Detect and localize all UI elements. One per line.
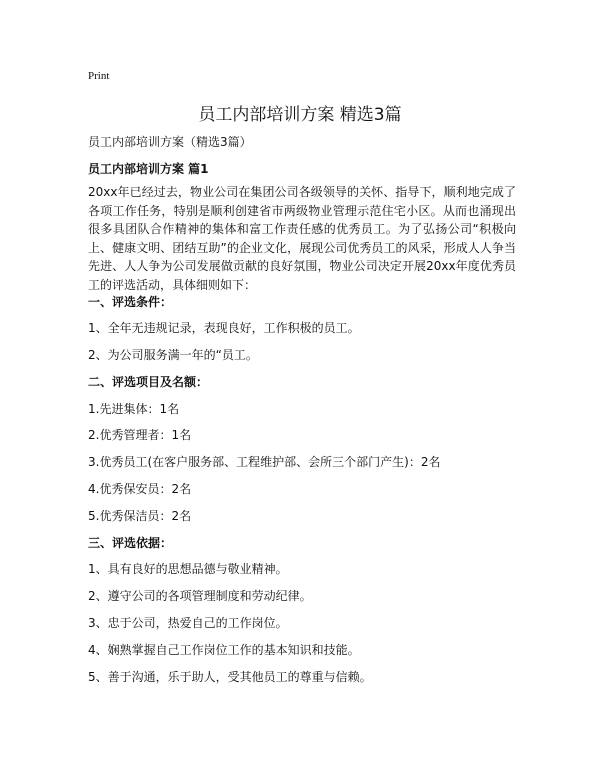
- section-heading-basis: 三、评选依据：: [88, 536, 173, 550]
- list-item: 2、为公司服务满一年的“员工。: [88, 348, 258, 362]
- list-item: 2.优秀管理者：1名: [88, 428, 192, 442]
- list-item: 2、遵守公司的各项管理制度和劳动纪律。: [88, 589, 312, 603]
- section-heading-awards: 二、评选项目及名额：: [88, 375, 209, 389]
- list-item: 3、忠于公司，热爱自己的工作岗位。: [88, 616, 288, 630]
- section-heading-criteria: 一、评选条件：: [88, 295, 173, 309]
- list-item: 4、娴熟掌握自己工作岗位工作的基本知识和技能。: [88, 643, 360, 657]
- list-item: 4.优秀保安员：2名: [88, 482, 192, 496]
- article-section-title: 员工内部培训方案 篇1: [88, 162, 209, 176]
- list-item: 5.优秀保洁员：2名: [88, 509, 192, 523]
- intro-paragraph: 20xx年已经过去，物业公司在集团公司各级领导的关怀、指导下，顺利地完成了各项工作任务，特别是顺利创建省市两级物业管理示范住宅小区。从而也涌现出很多具团队合作精神的集体和富工作责任感的优秀员工。为了弘扬公司“积极向上、健康文明、团结互助”的企业文化，展现公司优秀员工的风采，形成人人争当先进、人人争为公司发展做贡献的良好氛围，物业公司决定开展20xx年度优秀员工的评选活动，具体细则如下：: [88, 185, 516, 292]
- list-item: 5、善于沟通，乐于助人，受其他员工的尊重与信赖。: [88, 670, 372, 684]
- print-label: Print: [88, 70, 110, 82]
- list-item: 1、全年无违规记录，表现良好，工作积极的员工。: [88, 321, 360, 335]
- document-title: 员工内部培训方案 精选3篇: [198, 105, 402, 125]
- list-item: 1.先进集体：1名: [88, 402, 180, 416]
- document-subtitle: 员工内部培训方案（精选3篇）: [88, 135, 252, 149]
- list-item: 1、具有良好的思想品德与敬业精神。: [88, 562, 288, 576]
- list-item: 3.优秀员工(在客户服务部、工程维护部、会所三个部门产生)：2名: [88, 455, 441, 469]
